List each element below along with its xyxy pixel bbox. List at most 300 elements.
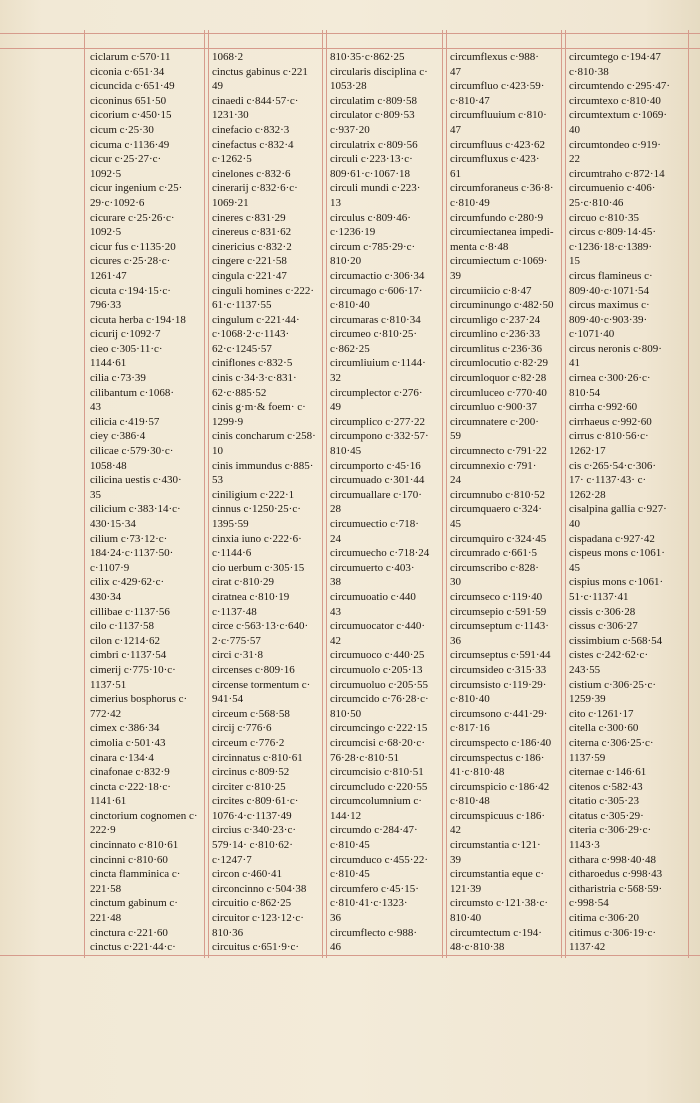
index-line: cirrha c·992·60 bbox=[569, 401, 638, 414]
ruled-line-top-inner bbox=[0, 48, 700, 49]
index-line: cito c·1261·17 bbox=[569, 707, 634, 720]
index-line: cillibae c·1137·56 bbox=[90, 605, 170, 618]
index-column-2 bbox=[212, 50, 320, 950]
index-line: 46 bbox=[330, 941, 341, 950]
index-line: citella c·300·60 bbox=[569, 722, 639, 735]
index-line: citernae c·146·61 bbox=[569, 766, 647, 779]
index-line: cinxia iuno c·222·6· bbox=[212, 532, 302, 545]
column-rule-right bbox=[688, 30, 689, 958]
index-line: circularis disciplina c· bbox=[330, 65, 428, 78]
index-line: circumsepio c·591·59 bbox=[450, 605, 547, 618]
index-line: cisalpina gallia c·927· bbox=[569, 503, 667, 516]
index-line: c·810·47 bbox=[450, 94, 490, 107]
index-line: 144·12 bbox=[330, 809, 362, 822]
index-line: citima c·306·20 bbox=[569, 912, 639, 925]
index-line: 243·55 bbox=[569, 663, 601, 676]
index-line: c·862·25 bbox=[330, 342, 370, 355]
index-line: 49 bbox=[212, 80, 223, 93]
index-line: circumcludo c·220·55 bbox=[330, 780, 428, 793]
index-line: 1262·17 bbox=[569, 445, 606, 458]
index-line: citatio c·305·23 bbox=[569, 795, 639, 808]
index-line: circumuolo c·205·13 bbox=[330, 663, 423, 676]
index-line: 1143·3 bbox=[569, 839, 600, 852]
index-line: cinericius c·832·2 bbox=[212, 240, 292, 253]
index-line: circumago c·606·17· bbox=[330, 284, 423, 297]
index-line: ciniligium c·222·1 bbox=[212, 488, 295, 501]
index-line: 43 bbox=[330, 605, 341, 618]
index-line: circumflexus c·988· bbox=[450, 51, 539, 63]
index-line: circumseptus c·591·44 bbox=[450, 649, 551, 662]
index-line: 35 bbox=[90, 488, 101, 501]
index-line: c·1262·5 bbox=[212, 153, 252, 166]
index-line: ciey c·386·4 bbox=[90, 430, 146, 443]
index-line: cispius mons c·1061· bbox=[569, 576, 664, 589]
index-line: 430·34 bbox=[90, 590, 122, 603]
index-line: 17· c·1137·43· c· bbox=[569, 474, 647, 487]
ruled-line-top bbox=[0, 33, 700, 34]
index-line: cicur c·25·27·c· bbox=[90, 153, 162, 166]
index-line: circumplico c·277·22 bbox=[330, 415, 425, 428]
index-line: 13 bbox=[330, 196, 341, 209]
index-line: cinafonae c·832·9 bbox=[90, 766, 170, 779]
index-line: circulatrix c·809·56 bbox=[330, 138, 418, 151]
index-line: circumluo c·900·37 bbox=[450, 401, 538, 414]
index-line: circumfluuium c·810· bbox=[450, 109, 547, 122]
index-line: circumloquor c·82·28 bbox=[450, 372, 547, 385]
index-line: citenos c·582·43 bbox=[569, 780, 643, 793]
index-line: circinnatus c·810·61 bbox=[212, 751, 303, 764]
index-line: circi c·31·8 bbox=[212, 649, 263, 662]
index-line: 810·35·c·862·25 bbox=[330, 51, 405, 63]
index-line: circumcisi c·68·20·c· bbox=[330, 736, 425, 749]
index-line: circeum c·568·58 bbox=[212, 707, 290, 720]
index-line: circumligo c·237·24 bbox=[450, 313, 541, 326]
column-rule-3 bbox=[322, 30, 323, 958]
index-line: circumsono c·441·29· bbox=[450, 707, 548, 720]
index-line: 36 bbox=[330, 912, 341, 925]
index-line: cinguli homines c·222· bbox=[212, 284, 315, 297]
index-line: circumfluo c·423·59· bbox=[450, 80, 545, 93]
index-line: 61·c·1137·55 bbox=[212, 299, 272, 312]
index-line: circumiectanea impedi- bbox=[450, 226, 554, 239]
index-line: circumspectus c·186· bbox=[450, 751, 545, 764]
index-line: cinis concharum c·258· bbox=[212, 430, 316, 443]
index-line: 28 bbox=[330, 503, 341, 516]
index-line: cissis c·306·28 bbox=[569, 605, 636, 618]
index-line: circumstantia eque c· bbox=[450, 868, 545, 881]
index-line: circumuoatio c·440 bbox=[330, 590, 416, 603]
index-line: cicurare c·25·26·c· bbox=[90, 211, 175, 224]
index-line: cingulum c·221·44· bbox=[212, 313, 300, 326]
index-line: cicuma c·1136·49 bbox=[90, 138, 170, 151]
index-line: 941·54 bbox=[212, 693, 244, 706]
index-line: 579·14· c·810·62· bbox=[212, 839, 293, 852]
index-line: circumcingo c·222·15 bbox=[330, 722, 428, 735]
index-line: c·1071·40 bbox=[569, 328, 615, 341]
index-line: 1144·61 bbox=[90, 357, 127, 370]
index-line: citharistria c·568·59· bbox=[569, 882, 663, 895]
index-line: 810·40 bbox=[450, 912, 482, 925]
index-line: circumfundo c·280·9 bbox=[450, 211, 544, 224]
index-line: cispeus mons c·1061· bbox=[569, 547, 665, 560]
index-line: circulatim c·809·58 bbox=[330, 94, 418, 107]
index-line: 1262·28 bbox=[569, 488, 606, 501]
index-line: c·937·20 bbox=[330, 123, 370, 136]
index-line: 1076·4·c·1137·49 bbox=[212, 809, 292, 822]
index-line: 62·c·1245·57 bbox=[212, 342, 272, 355]
index-line: circumpono c·332·57· bbox=[330, 430, 429, 443]
index-line: circinus c·809·52 bbox=[212, 766, 290, 779]
index-line: 22 bbox=[569, 153, 580, 166]
index-line: cinara c·134·4 bbox=[90, 751, 154, 764]
index-line: circumuerto c·403· bbox=[330, 561, 415, 574]
index-line: 810·20 bbox=[330, 255, 362, 268]
index-line: 39 bbox=[450, 853, 461, 866]
index-line: c·810·40 bbox=[330, 299, 370, 312]
index-line: 222·9 bbox=[90, 824, 116, 837]
index-line: 1137·59 bbox=[569, 751, 606, 764]
index-line: circumeo c·810·25· bbox=[330, 328, 418, 341]
index-line: circumstantia c·121· bbox=[450, 839, 541, 852]
index-line: circius c·340·23·c· bbox=[212, 824, 296, 837]
index-line: circuli c·223·13·c· bbox=[330, 153, 413, 166]
index-line: cinefactus c·832·4 bbox=[212, 138, 294, 151]
index-line: cingula c·221·47 bbox=[212, 269, 287, 282]
index-line: 1299·9 bbox=[212, 415, 244, 428]
index-line: cimex c·386·34 bbox=[90, 722, 160, 735]
index-line: 184·24·c·1137·50· bbox=[90, 547, 174, 560]
index-line: citimus c·306·19·c· bbox=[569, 926, 657, 939]
index-line: cinis immundus c·885· bbox=[212, 459, 314, 472]
index-line: cinctorium cognomen c· bbox=[90, 809, 198, 822]
index-line: 1259·39 bbox=[569, 693, 606, 706]
index-line: cicuta herba c·194·18 bbox=[90, 313, 186, 326]
index-line: circoncinno c·504·38 bbox=[212, 882, 307, 895]
index-line: circumsisto c·119·29· bbox=[450, 678, 547, 691]
index-line: citharoedus c·998·43 bbox=[569, 868, 663, 881]
index-line: circumcolumnium c· bbox=[330, 795, 422, 808]
index-line: circe c·563·13·c·640· bbox=[212, 620, 309, 633]
index-line: cinnus c·1250·25·c· bbox=[212, 503, 301, 516]
index-line: cincta flamminica c· bbox=[90, 868, 181, 881]
index-line: c·1236·18·c·1389· bbox=[569, 240, 653, 253]
index-line: cissus c·306·27 bbox=[569, 620, 638, 633]
index-line: cistes c·242·62·c· bbox=[569, 649, 649, 662]
index-line: c·1144·6 bbox=[212, 547, 252, 560]
column-rule-1 bbox=[204, 30, 205, 958]
index-line: circus c·809·14·45· bbox=[569, 226, 657, 239]
index-line: circense tormentum c· bbox=[212, 678, 311, 691]
index-line: cinelones c·832·6 bbox=[212, 167, 291, 180]
index-line: cicuncida c·651·49 bbox=[90, 80, 175, 93]
index-line: cicuta c·194·15·c· bbox=[90, 284, 171, 297]
index-line: 62·c·885·52 bbox=[212, 386, 267, 399]
index-line: c·810·49 bbox=[450, 196, 490, 209]
index-line: circuminungo c·482·50 bbox=[450, 299, 554, 312]
index-line: 39 bbox=[450, 269, 461, 282]
index-line: circuitio c·862·25 bbox=[212, 897, 292, 910]
index-line: circumporto c·45·16 bbox=[330, 459, 421, 472]
index-line: cirnea c·300·26·c· bbox=[569, 372, 651, 385]
index-line: circon c·460·41 bbox=[212, 868, 282, 881]
index-line: circumuenio c·406· bbox=[569, 182, 656, 195]
index-line: circumlocutio c·82·29 bbox=[450, 357, 549, 370]
index-line: circumquaero c·324· bbox=[450, 503, 542, 516]
index-line: c·810·38 bbox=[569, 65, 609, 78]
index-line: cicures c·25·28·c· bbox=[90, 255, 171, 268]
index-line: circumnubo c·810·52 bbox=[450, 488, 545, 501]
index-line: 1092·5 bbox=[90, 226, 122, 239]
index-line: circulus c·809·46· bbox=[330, 211, 411, 224]
index-line: circuitor c·123·12·c· bbox=[212, 912, 304, 925]
index-line: circumseptum c·1143· bbox=[450, 620, 549, 633]
index-line: circumaras c·810·34 bbox=[330, 313, 421, 326]
index-line: cincinnato c·810·61 bbox=[90, 839, 179, 852]
index-line: 772·42 bbox=[90, 707, 122, 720]
index-line: circumtectum c·194· bbox=[450, 926, 542, 939]
index-line: cilia c·73·39 bbox=[90, 372, 146, 385]
index-line: 25·c·810·46 bbox=[569, 196, 624, 209]
index-line: circites c·809·61·c· bbox=[212, 795, 299, 808]
index-line: 47 bbox=[450, 123, 461, 136]
index-line: circumliuium c·1144· bbox=[330, 357, 426, 370]
index-line: 61 bbox=[450, 167, 461, 180]
index-column-4 bbox=[450, 50, 559, 950]
index-line: circumduco c·455·22· bbox=[330, 853, 429, 866]
index-line: cilicium c·383·14·c· bbox=[90, 503, 181, 516]
index-line: 76·28·c·810·51 bbox=[330, 751, 400, 764]
index-line: 40 bbox=[569, 518, 580, 530]
index-line: 221·58 bbox=[90, 882, 122, 895]
index-line: circumiicio c·8·47 bbox=[450, 284, 532, 297]
index-line: cilium c·73·12·c· bbox=[90, 532, 168, 545]
index-line: circumflecto c·988· bbox=[330, 926, 418, 939]
index-line: cinctus gabinus c·221 bbox=[212, 65, 308, 78]
index-line: circij c·776·6 bbox=[212, 722, 272, 735]
index-line: 51·c·1137·41 bbox=[569, 590, 629, 603]
index-line: circulator c·809·53 bbox=[330, 109, 415, 122]
index-line: menta c·8·48 bbox=[450, 240, 509, 253]
index-line: circumfluus c·423·62 bbox=[450, 138, 545, 151]
index-line: circumsto c·121·38·c· bbox=[450, 897, 549, 910]
index-line: 38 bbox=[330, 576, 341, 589]
index-line: circumtondeo c·919· bbox=[569, 138, 661, 151]
index-line: cincinni c·810·60 bbox=[90, 853, 168, 866]
index-line: circuli mundi c·223· bbox=[330, 182, 421, 195]
index-column-3 bbox=[330, 50, 440, 950]
index-line: cistium c·306·25·c· bbox=[569, 678, 657, 691]
index-line: 10 bbox=[212, 445, 223, 458]
index-line: cimerius bosphorus c· bbox=[90, 693, 188, 706]
index-line: 43 bbox=[90, 401, 101, 414]
index-line: circumuocator c·440· bbox=[330, 620, 425, 633]
index-line: cilo c·1137·58 bbox=[90, 620, 155, 633]
index-line: circumfluxus c·423· bbox=[450, 153, 540, 166]
index-line: 49 bbox=[330, 401, 341, 414]
index-line: circumlino c·236·33 bbox=[450, 328, 541, 341]
index-line: cilon c·1214·62 bbox=[90, 634, 160, 647]
index-line: circumuoco c·440·25 bbox=[330, 649, 425, 662]
index-line: circumfero c·45·15· bbox=[330, 882, 419, 895]
index-line: 121·39 bbox=[450, 882, 482, 895]
index-line: circumtraho c·872·14 bbox=[569, 167, 665, 180]
index-line: 1137·42 bbox=[569, 941, 606, 950]
column-rule-left bbox=[84, 30, 85, 958]
index-line: ciconinus 651·50 bbox=[90, 94, 167, 107]
index-line: 810·50 bbox=[330, 707, 362, 720]
index-line: circumtextum c·1069· bbox=[569, 109, 668, 122]
index-line: 15 bbox=[569, 255, 580, 268]
index-line: 1068·2 bbox=[212, 51, 244, 63]
index-line: 1092·5 bbox=[90, 167, 122, 180]
column-rule-5 bbox=[442, 30, 443, 958]
index-line: cimolia c·501·43 bbox=[90, 736, 166, 749]
index-line: circumiectum c·1069· bbox=[450, 255, 548, 268]
index-line: circus neronis c·809· bbox=[569, 342, 662, 355]
index-line: c·1137·48 bbox=[212, 605, 257, 618]
index-line: cimerij c·775·10·c· bbox=[90, 663, 176, 676]
index-line: circumuado c·301·44 bbox=[330, 474, 425, 487]
index-line: circumspicio c·186·42 bbox=[450, 780, 550, 793]
index-line: cilicia c·419·57 bbox=[90, 415, 160, 428]
index-line: cingere c·221·58 bbox=[212, 255, 287, 268]
index-line: c·1068·2·c·1143· bbox=[212, 328, 290, 341]
index-line: 30 bbox=[450, 576, 461, 589]
index-line: 42 bbox=[450, 824, 461, 837]
index-line: 1141·61 bbox=[90, 795, 127, 808]
index-line: 45 bbox=[450, 518, 461, 530]
index-line: cinis g·m·& foem· c· bbox=[212, 401, 306, 414]
index-line: 1137·51 bbox=[90, 678, 127, 691]
index-line: circiter c·810·25 bbox=[212, 780, 286, 793]
index-line: 810·54 bbox=[569, 386, 601, 399]
index-line: circumcisio c·810·51 bbox=[330, 766, 424, 779]
index-line: 42 bbox=[330, 634, 341, 647]
index-line: 47 bbox=[450, 65, 461, 78]
index-line: circenses c·809·16 bbox=[212, 663, 295, 676]
index-line: 59 bbox=[450, 430, 461, 443]
index-line: cinctura c·221·60 bbox=[90, 926, 168, 939]
index-line: c·810·45 bbox=[330, 868, 370, 881]
index-line: cirrhaeus c·992·60 bbox=[569, 415, 652, 428]
index-line: circumactio c·306·34 bbox=[330, 269, 425, 282]
index-line: 430·15·34 bbox=[90, 518, 136, 530]
index-line: c·1107·9 bbox=[90, 561, 130, 574]
column-rule-7 bbox=[561, 30, 562, 958]
index-line: 2·c·775·57 bbox=[212, 634, 261, 647]
index-line: 810·36 bbox=[212, 926, 244, 939]
index-line: circus flamineus c· bbox=[569, 269, 653, 282]
index-line: 1058·48 bbox=[90, 459, 127, 472]
index-line: cicur ingenium c·25· bbox=[90, 182, 183, 195]
column-rule-2 bbox=[208, 30, 209, 958]
index-line: 41·c·810·48 bbox=[450, 766, 505, 779]
index-line: cinereus c·831·62 bbox=[212, 226, 292, 239]
index-line: c·817·16 bbox=[450, 722, 490, 735]
index-line: circumspecto c·186·40 bbox=[450, 736, 552, 749]
index-line: c·810·40 bbox=[450, 693, 490, 706]
index-line: circumsideo c·315·33 bbox=[450, 663, 547, 676]
index-line: cinaedi c·844·57·c· bbox=[212, 94, 299, 107]
index-line: ciniflones c·832·5 bbox=[212, 357, 293, 370]
index-line: circumlitus c·236·36 bbox=[450, 342, 542, 355]
index-line: circumplector c·276· bbox=[330, 386, 423, 399]
index-line: 1395·59 bbox=[212, 518, 249, 530]
index-line: 29·c·1092·6 bbox=[90, 196, 145, 209]
index-line: citerna c·306·25·c· bbox=[569, 736, 654, 749]
index-line: cimbri c·1137·54 bbox=[90, 649, 167, 662]
index-line: circumnecto c·791·22 bbox=[450, 445, 547, 458]
index-line: citeria c·306·29·c· bbox=[569, 824, 652, 837]
column-rule-4 bbox=[326, 30, 327, 958]
index-line: cieo c·305·11·c· bbox=[90, 342, 163, 355]
index-line: cincta c·222·18·c· bbox=[90, 780, 171, 793]
index-line: circum c·785·29·c· bbox=[330, 240, 416, 253]
index-line: c·1236·19 bbox=[330, 226, 376, 239]
index-line: circumdo c·284·47· bbox=[330, 824, 418, 837]
index-line: ciclarum c·570·11 bbox=[90, 51, 171, 63]
index-line: circumseco c·119·40 bbox=[450, 590, 543, 603]
index-line: citatus c·305·29· bbox=[569, 809, 644, 822]
index-line: c·810·45 bbox=[330, 839, 370, 852]
index-line: cicorium c·450·15 bbox=[90, 109, 172, 122]
index-line: cicurij c·1092·7 bbox=[90, 328, 161, 341]
index-line: circumforaneus c·36·8· bbox=[450, 182, 554, 195]
index-line: cineres c·831·29 bbox=[212, 211, 286, 224]
index-line: circus maximus c· bbox=[569, 299, 650, 312]
index-line: circumluceo c·770·40 bbox=[450, 386, 547, 399]
index-line: 810·45 bbox=[330, 445, 362, 458]
index-line: 1053·28 bbox=[330, 80, 367, 93]
index-line: 53 bbox=[212, 474, 223, 487]
index-line: circumtexo c·810·40 bbox=[569, 94, 661, 107]
index-line: circuitus c·651·9·c· bbox=[212, 941, 300, 950]
index-line: 221·48 bbox=[90, 912, 122, 925]
index-line: circumquiro c·324·45 bbox=[450, 532, 547, 545]
index-line: circumnexio c·791· bbox=[450, 459, 537, 472]
column-rule-6 bbox=[446, 30, 447, 958]
index-line: 24 bbox=[330, 532, 341, 545]
column-rule-8 bbox=[565, 30, 566, 958]
index-line: 48·c·810·38 bbox=[450, 941, 505, 950]
index-line: 809·61·c·1067·18 bbox=[330, 167, 411, 180]
index-line: 45 bbox=[569, 561, 580, 574]
index-line: 40 bbox=[569, 123, 580, 136]
index-line: c·810·48 bbox=[450, 795, 490, 808]
index-line: cinis c·34·3·c·831· bbox=[212, 372, 297, 385]
index-line: 41 bbox=[569, 357, 580, 370]
index-line: circumscribo c·828· bbox=[450, 561, 539, 574]
index-line: 1261·47 bbox=[90, 269, 127, 282]
index-line: cinctus c·221·44·c· bbox=[90, 941, 176, 950]
index-line: cirrus c·810·56·c· bbox=[569, 430, 649, 443]
index-line: circuo c·810·35 bbox=[569, 211, 639, 224]
index-line: c·810·41·c·1323· bbox=[330, 897, 408, 910]
index-line: cinctum gabinum c· bbox=[90, 897, 178, 910]
index-line: cissimbium c·568·54 bbox=[569, 634, 663, 647]
index-column-5 bbox=[569, 50, 686, 950]
index-line: cio uerbum c·305·15 bbox=[212, 561, 305, 574]
index-line: circumtego c·194·47 bbox=[569, 51, 661, 63]
index-line: circumuecho c·718·24 bbox=[330, 547, 430, 560]
index-line: cilicae c·579·30·c· bbox=[90, 445, 174, 458]
index-line: 809·40·c·1071·54 bbox=[569, 284, 650, 297]
index-line: 1069·21 bbox=[212, 196, 249, 209]
index-line: cinerarij c·832·6·c· bbox=[212, 182, 298, 195]
index-line: 36 bbox=[450, 634, 461, 647]
index-line: circumuallare c·170· bbox=[330, 488, 422, 501]
index-line: circumuectio c·718· bbox=[330, 518, 419, 530]
